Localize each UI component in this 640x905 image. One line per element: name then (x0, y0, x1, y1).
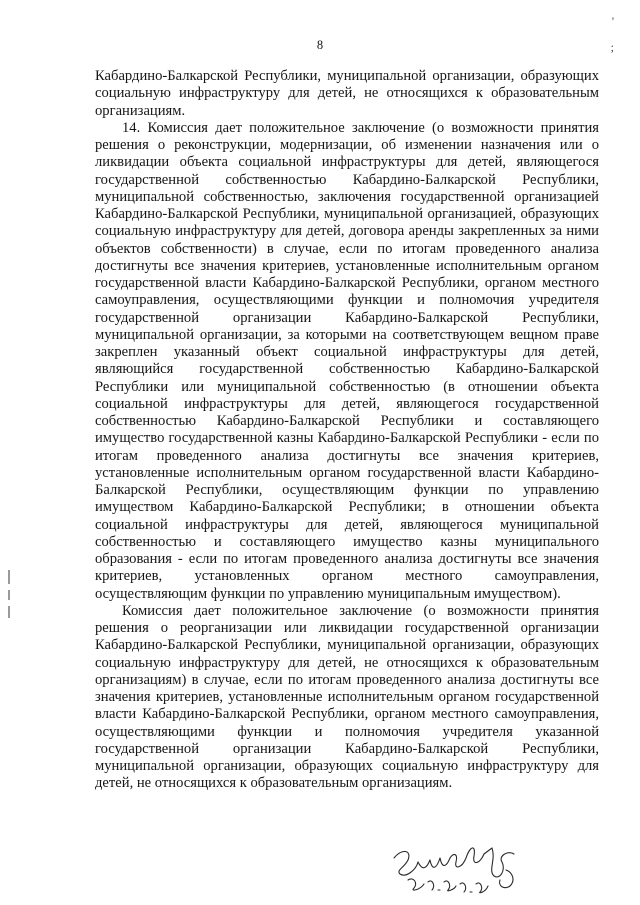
corner-mark: ; (610, 40, 614, 54)
corner-mark: ' (611, 14, 614, 28)
scan-margin-mark (8, 606, 10, 618)
paragraph-reorganization: Комиссия дает положительное заключение (о возможности принятия решения о реорганизации или ликвидации государственной организации Кабардино-Балкарской Республики, муниципальной организации, образующих социальную инфраструктуру для детей, не относящихся к образовательным организациям) в случае, если по итогам проведенного анализа достигнуты все значения критериев, установленные исполнительным органом государственной власти Кабардино-Балкарской Республики, органом местного самоуправления, осуществляющими функции и полномочия учредителя указанной государственной организации Кабардино-Балкарской Республики, муниципальной организации, образующих социальную инфраструктуру для детей, не относящихся к образовательным организациям. (95, 602, 599, 792)
scan-margin-mark (8, 570, 10, 584)
page-number: 8 (316, 38, 324, 52)
paragraph-clause-14: 14. Комиссия дает положительное заключение (о возможности принятия решения о реконструкции, модернизации, об изменении назначения или о ликвидации объекта социальной инфраструктуры для детей, являющегося государственной собственностью Кабардино-Балкарской Республики, муниципальной собственностью, заключения государственной организацией Кабардино-Балкарской Республики, муниципальной организацией, образующих социальную инфраструктуру для детей, договора аренды закрепленных за ними объектов собственности) в случае, если по итогам проведенного анализа достигнуты все значения критериев, установленные исполнительным органом государственной власти Кабардино-Балкарской Республики, органом местного самоуправления, осуществляющими функции и полномочия учредителя государственной организации Кабардино-Балкарской Республики, муниципальной организации, за которыми на соответствующем вещном праве закреплен указанный объект социальной инфраструктуры для детей, являющийся государственной собственностью Кабардино-Балкарской Республики или муниципальной собственностью (в отношении объекта социальной инфраструктуры для детей, являющегося государственной собственностью Кабардино-Балкарской Республики и составляющего имущество государственной казны Кабардино-Балкарской Республики - если по итогам проведенного анализа достигнуты все значения критериев, установленные исполнительным органом государственной власти Кабардино-Балкарской Республики, осуществляющим функции по управлению имуществом Кабардино-Балкарской Республики; в отношении объекта социальной инфраструктуры для детей, являющегося муниципальной собственностью и составляющего имущество казны муниципального образования - если по итогам проведенного анализа достигнуты все значения критериев, установленных органом местного самоуправления, осуществляющим функции по управлению муниципальным имуществом). (95, 119, 599, 602)
scan-margin-mark (8, 590, 10, 600)
document-body (95, 68, 599, 793)
paragraph-continuation: Кабардино-Балкарской Республики, муниципальной организации, образующих социальную инфраструктуру для детей, не относящихся к образовательным организациям. (95, 68, 599, 119)
handwritten-signature (388, 840, 528, 900)
